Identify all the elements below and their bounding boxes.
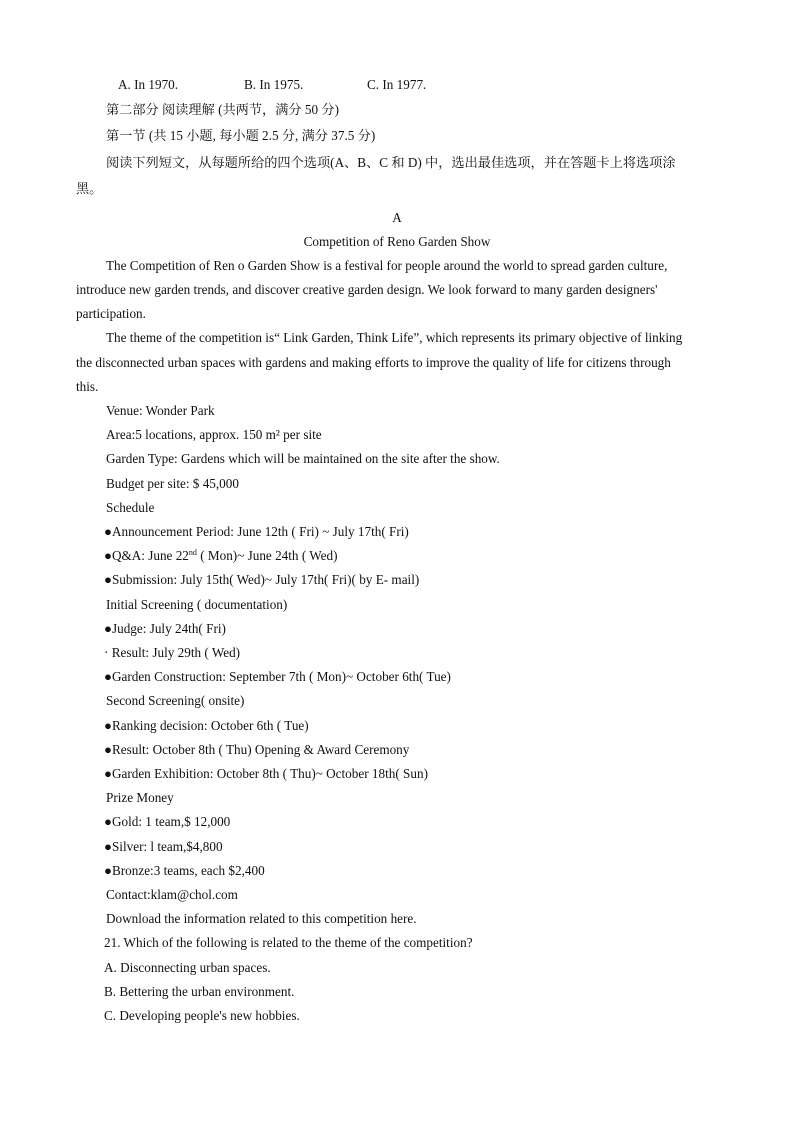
qa-superscript: nd [188,548,197,557]
para2-line-3: this. [76,379,99,394]
instructions-line-1: 阅读下列短文，从每题所给的四个选项(A、B、C 和 D) 中，选出最佳选项，并在答题卡上将选项涂 [106,155,676,170]
area: Area:5 locations, approx. 150 m² per site [106,427,322,442]
qa-text-prefix: ●Q&A: June 22 [104,548,189,563]
instructions-line-2: 黑。 [76,181,103,196]
garden-type: Garden Type: Gardens which will be maintained on the site after the show. [106,451,500,466]
subsection-header: 第一节 (共 15 小题, 每小题 2.5 分, 满分 37.5 分) [106,128,376,143]
schedule-announcement: ●Announcement Period: June 12th ( Fri) ~ July 17th( Fri) [104,524,409,539]
contact: Contact:klam@chol.com [106,887,238,902]
prize-bronze: ●Bronze:3 teams, each $2,400 [104,863,265,878]
prev-option-a: A. In 1970. [118,77,179,92]
schedule-heading: Schedule [106,500,155,515]
prev-option-b: B. In 1975. [244,77,304,92]
schedule-qa [104,548,338,564]
question-21-option-a: A. Disconnecting urban spaces. [104,960,271,975]
question-21-stem: 21. Which of the following is related to the theme of the competition? [104,935,473,950]
schedule-submission: ●Submission: July 15th( Wed)~ July 17th( Fri)( by E- mail) [104,572,420,587]
passage-title: Competition of Reno Garden Show [303,234,491,249]
schedule-exhibition: ●Garden Exhibition: October 8th ( Thu)~ October 18th( Sun) [104,766,428,781]
question-21-option-c: C. Developing people's new hobbies. [104,1008,300,1023]
prev-option-c: C. In 1977. [367,77,427,92]
qa-text-suffix: ( Mon)~ June 24th ( Wed) [196,548,338,563]
passage-letter: A [392,210,402,225]
prize-silver: ●Silver: l team,$4,800 [104,839,223,854]
schedule-construction: ●Garden Construction: September 7th ( Mon)~ October 6th( Tue) [104,669,451,684]
initial-screening-heading: Initial Screening ( documentation) [106,597,288,612]
prize-gold: ●Gold: 1 team,$ 12,000 [104,814,231,829]
budget: Budget per site: $ 45,000 [106,476,239,491]
prize-heading: Prize Money [106,790,174,805]
question-21-option-b: B. Bettering the urban environment. [104,984,295,999]
schedule-result-1: · Result: July 29th ( Wed) [104,645,241,660]
section-header: 第二部分 阅读理解 (共两节，满分 50 分) [106,102,339,117]
para2-line-1: The theme of the competition is“ Link Garden, Think Life”, which represents its primary objective of linking [106,330,683,345]
para1-line-1: The Competition of Ren o Garden Show is a festival for people around the world to spread garden culture, [106,258,668,273]
para1-line-3: participation. [76,306,146,321]
second-screening-heading: Second Screening( onsite) [106,693,245,708]
para2-line-2: the disconnected urban spaces with gardens and making efforts to improve the quality of life for citizens through [76,355,671,370]
schedule-ranking: ●Ranking decision: October 6th ( Tue) [104,718,309,733]
schedule-judge: ●Judge: July 24th( Fri) [104,621,226,636]
para1-line-2: introduce new garden trends, and discover creative garden design. We look forward to many garden designers' [76,282,658,297]
download-note: Download the information related to this competition here. [106,911,417,926]
venue: Venue: Wonder Park [106,403,215,418]
schedule-result-2: ●Result: October 8th ( Thu) Opening & Award Ceremony [104,742,410,757]
